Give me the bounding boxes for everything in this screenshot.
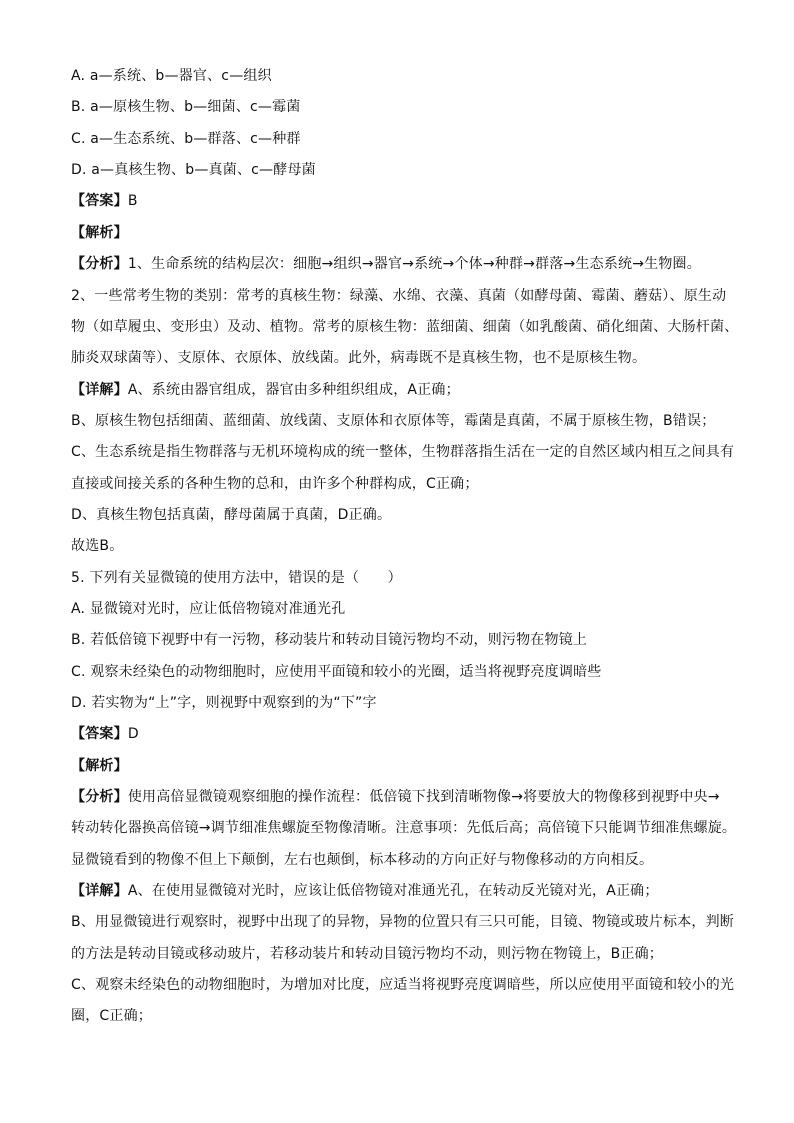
q5-fenxi-line-2: 转动转化器换高倍镜→调节细准焦螺旋至物像清晰。注意事项：先低后高；高倍镜下只能调节细准焦螺旋。 xyxy=(71,820,737,836)
q4-fenxi-line-3: 物（如草履虫、变形虫）及动、植物。常考的原核生物：蓝细菌、细菌（如乳酸菌、硝化细菌、大肠杆菌、 xyxy=(71,319,739,335)
xiangjie-tag: 【详解】 xyxy=(71,883,128,899)
q4-fenxi-line-2: 2、一些常考生物的类别：常考的真核生物：绿藻、水绵、衣藻、真菌（如酵母菌、霉菌、蘑菇）、原生动 xyxy=(71,288,727,304)
xiangjie-tag: 【详解】 xyxy=(71,382,128,398)
q5-xiangjie-line-2: B、用显微镜进行观察时，视野中出现了的异物，异物的位置只有三只可能，目镜、物镜或玻片标本，判断 xyxy=(71,914,735,930)
q4-option-a: A. a—系统、b—器官、c—组织 xyxy=(71,68,272,84)
answer-tag: 【答案】 xyxy=(71,193,128,209)
q4-xiangjie-line-3: C、生态系统是指生物群落与无机环境构成的统一整体，生物群落指生活在一定的自然区域内相互之间具有 xyxy=(71,444,735,460)
fenxi-tag: 【分析】 xyxy=(71,256,128,272)
q4-fenxi-line-4: 肺炎双球菌等）、支原体、衣原体、放线菌。此外，病毒既不是真核生物，也不是原核生物。 xyxy=(71,350,647,366)
q5-fenxi-line-1 xyxy=(71,787,734,807)
q5-option-b: B. 若低倍镜下视野中有一污物，移动装片和转动目镜污物均不动，则污物在物镜上 xyxy=(71,632,588,648)
q5-xiangjie-line-3: 的方法是转动目镜或移动玻片，若移动装片和转动目镜污物均不动，则污物在物镜上，B正确； xyxy=(71,946,664,962)
q4-option-c: C. a—生态系统、b—群落、c—种群 xyxy=(71,131,301,147)
q4-fenxi-line-1 xyxy=(71,254,734,274)
fenxi-text: 使用高倍显微镜观察细胞的操作流程：低倍镜下找到清晰物像→将要放大的物像移到视野中央→ xyxy=(127,789,720,805)
q4-xiangjie-line-5: D、真核生物包括真菌，酵母菌属于真菌，D正确。 xyxy=(71,507,392,523)
xiangjie-text: A、在使用显微镜对光时，应该让低倍物镜对准通光孔，在转动反光镜对光，A正确； xyxy=(127,883,659,899)
q5-xiangjie-line-4: C、观察未经染色的动物细胞时，为增加对比度，应适当将视野亮度调暗些，所以应使用平面镜和较小的光 xyxy=(71,977,735,993)
answer-value: D xyxy=(127,726,139,742)
q4-answer xyxy=(71,191,734,211)
q4-option-b: B. a—原核生物、b—细菌、c—霉菌 xyxy=(71,99,301,115)
q5-fenxi-line-3: 显微镜看到的物像不但上下颠倒，左右也颠倒，标本移动的方向正好与物像移动的方向相反。 xyxy=(71,852,654,868)
fenxi-text: 1、生命系统的结构层次：细胞→组织→器官→系统→个体→种群→群落→生态系统→生物圈。 xyxy=(127,256,701,272)
q5-answer xyxy=(71,724,734,744)
q5-option-d: D. 若实物为“上”字，则视野中观察到的为“下”字 xyxy=(71,695,377,711)
q5-xiangjie-line-5: 圈，C正确； xyxy=(71,1008,152,1024)
answer-tag: 【答案】 xyxy=(71,726,128,742)
answer-value: B xyxy=(127,193,138,209)
q5-analysis-heading xyxy=(71,756,734,776)
q4-conclusion: 故选B。 xyxy=(71,538,124,554)
q5-xiangjie-line-1 xyxy=(71,881,734,901)
xiangjie-text: A、系统由器官组成，器官由多种组织组成，A正确； xyxy=(127,382,460,398)
fenxi-tag: 【分析】 xyxy=(71,789,128,805)
q4-xiangjie-line-1 xyxy=(71,380,734,400)
q4-analysis-heading xyxy=(71,223,734,243)
analysis-tag: 【解析】 xyxy=(71,758,128,774)
q4-xiangjie-line-2: B、原核生物包括细菌、蓝细菌、放线菌、支原体和衣原体等，霉菌是真菌，不属于原核生物，B错误； xyxy=(71,413,716,429)
analysis-tag: 【解析】 xyxy=(71,225,128,241)
q5-stem: 5. 下列有关显微镜的使用方法中，错误的是（ ） xyxy=(71,570,402,586)
q4-option-d: D. a—真核生物、b—真菌、c—酵母菌 xyxy=(71,162,316,178)
q4-xiangjie-line-4: 直接或间接关系的各种生物的总和，由许多个种群构成，C正确； xyxy=(71,476,479,492)
q5-option-c: C. 观察未经染色的动物细胞时，应使用平面镜和较小的光圈，适当将视野亮度调暗些 xyxy=(71,664,602,680)
q5-option-a: A. 显微镜对光时，应让低倍物镜对准通光孔 xyxy=(71,601,346,617)
